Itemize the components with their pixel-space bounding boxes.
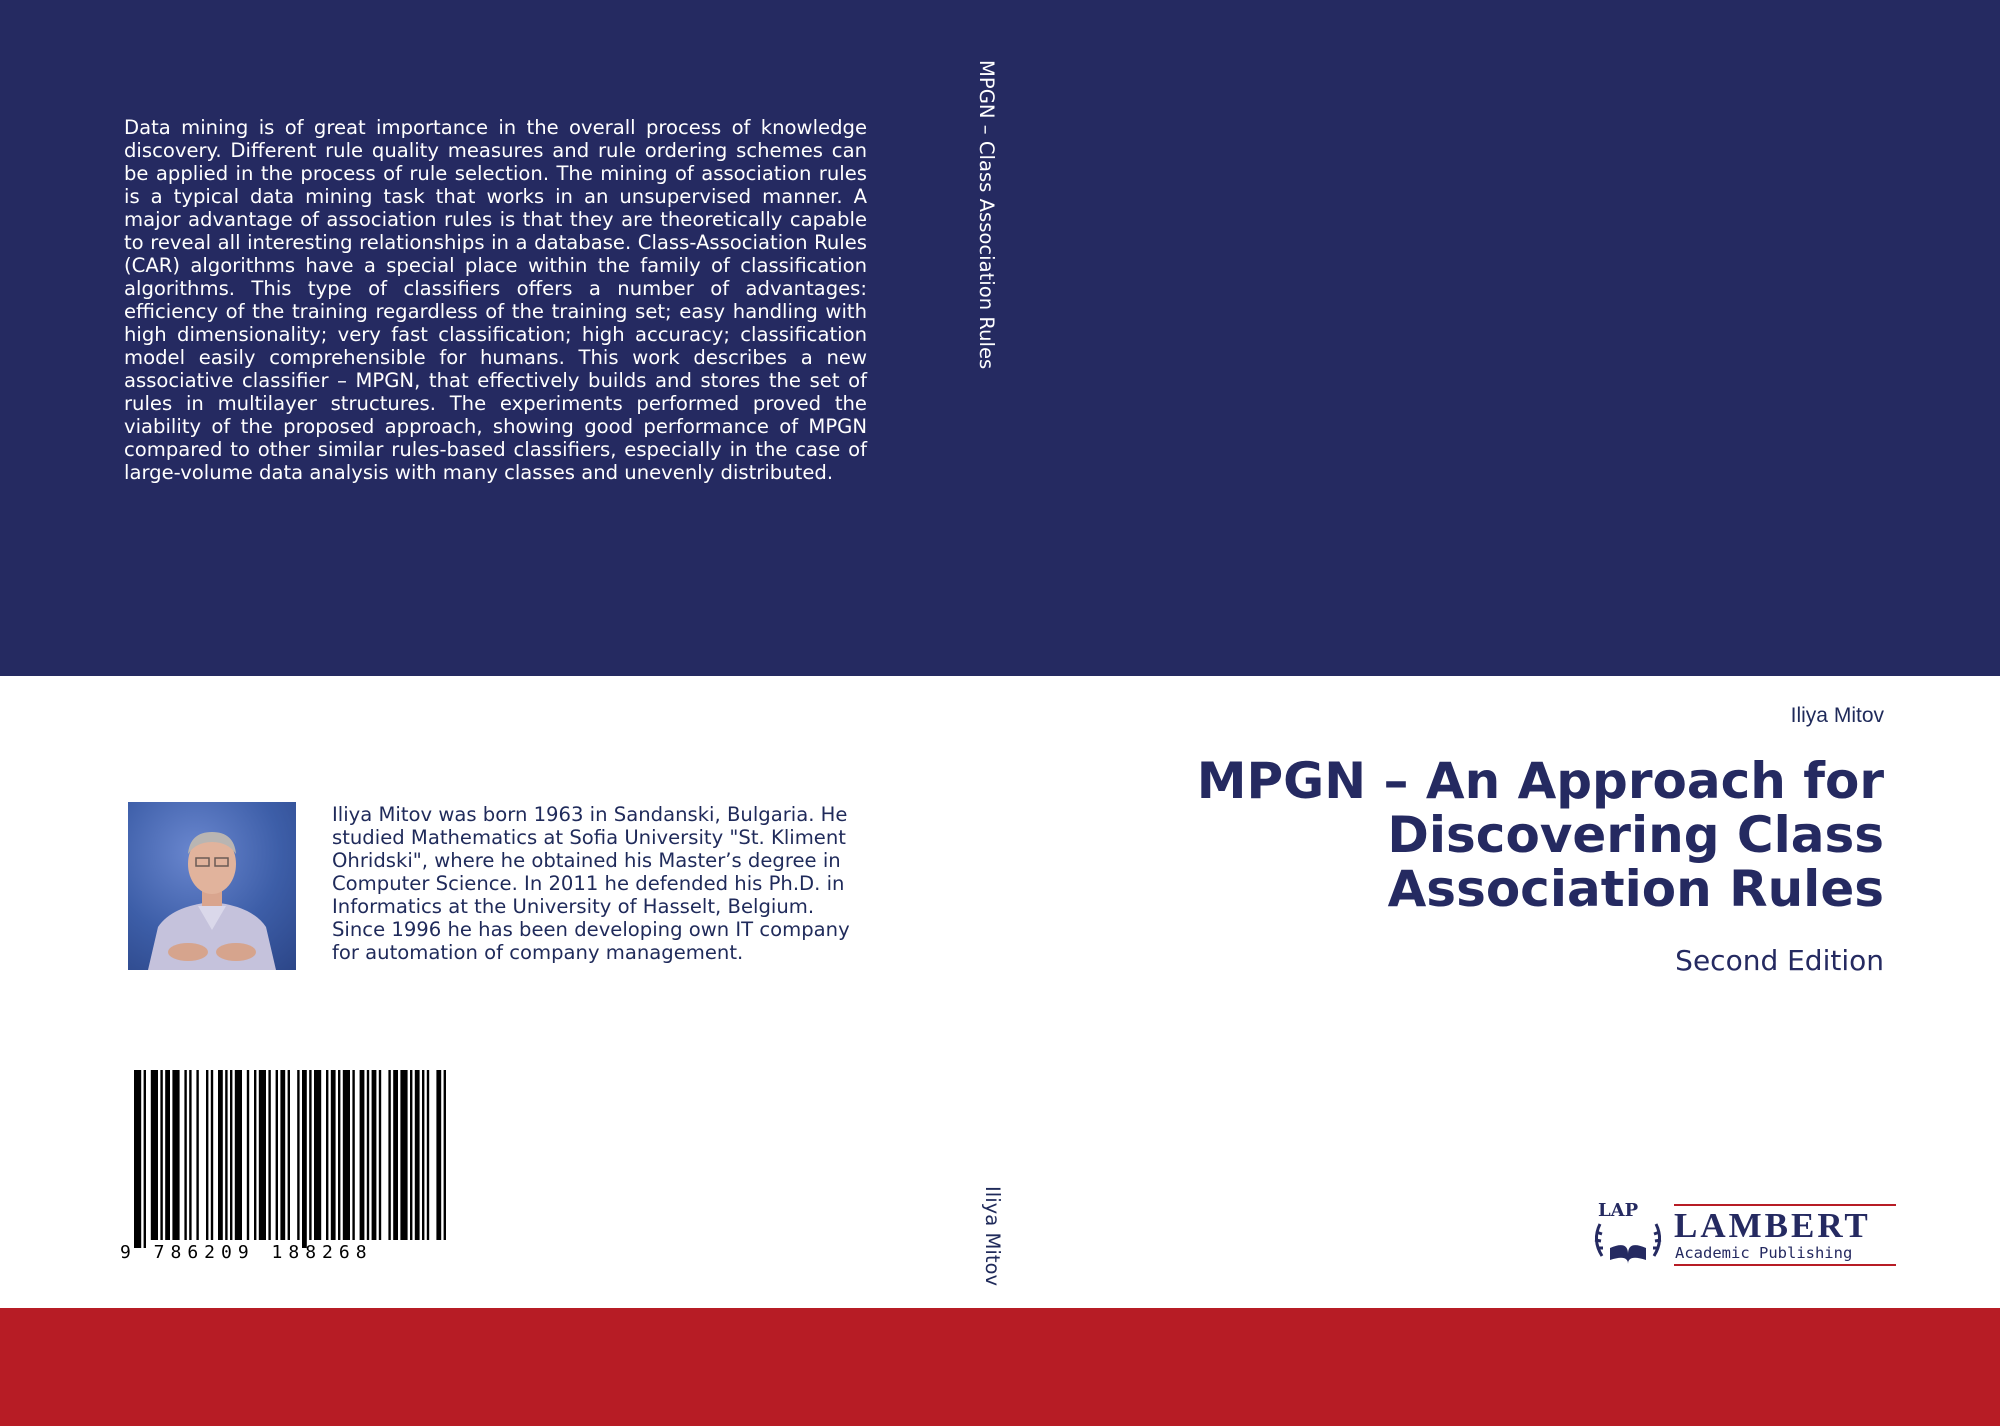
barcode-bar [254,1070,256,1240]
barcode-bar [235,1070,242,1240]
publisher-subtitle: Academic Publishing [1675,1244,1853,1262]
barcode-bar [360,1070,365,1240]
publisher-logo [1586,1198,1896,1270]
barcode-bar [172,1070,179,1240]
book-title: MPGN – An Approach for Discovering Class Association Rules [1196,752,1884,918]
spine-author: Iliya Mitov [981,1186,1004,1287]
barcode-bar [331,1070,336,1240]
barcode-bar [422,1070,424,1240]
barcode-bar [196,1070,198,1240]
author-bio: Iliya Mitov was born 1963 in Sandanski, Bulgaria. He studied Mathematics at Sofia University "St. Kliment Ohridski", where he obtained his Master’s degree in Computer Science. In 2011 he defended his Ph.D. in Informatics at the University of Hasselt, Belgium. Since 1996 he has been developing own IT company for automation of company management. [332,803,850,964]
spine-title: MPGN – Class Association Rules [975,60,998,370]
barcode-bar [415,1070,420,1240]
barcode-bar [388,1070,390,1240]
barcode-bar [134,1070,141,1248]
barcode-bar [367,1070,369,1240]
barcode-bar [165,1070,170,1240]
publisher-name: LAMBERT [1674,1206,1871,1245]
back-cover-blurb: Data mining is of great importance in the overall process of knowledge discovery. Different rule quality measures and rule ordering schemes can be applied in the process of rule selection. The mining of association rules is a typical data mining task that works in an unsupervised manner. A major advantage of association rules is that they are theoretically capable to reveal all interesting relationships in a database. Class-Association Rules (CAR) algorithms have a special place within the family of classification algorithms. This type of classifiers offers a number of advantages: efficiency of the training regardless of the training set; easy handling with high dimensionality; very fast classification; high accuracy; classification model easily comprehensible for humans. This work describes a new associative classifier – MPGN, that effectively builds and stores the set of rules in multilayer structures. The experiments performed proved the viability of the proposed approach, showing good performance of MPGN compared to other similar rules-based classifiers, especially in the case of large-volume data analysis with many classes and unevenly distributed. [124,116,867,484]
author-photo [128,802,296,970]
barcode-bar [343,1070,350,1240]
barcode-bar [280,1070,285,1240]
barcode-bar [302,1070,307,1248]
barcode-bar [230,1070,232,1240]
barcode-bar [326,1070,328,1240]
barcode-bar [247,1070,249,1240]
barcode-bar [189,1070,191,1240]
isbn-digits: 9 786209 188268 [120,1242,373,1263]
barcode-bar [218,1070,223,1240]
isbn-barcode [120,1068,460,1268]
edition-label: Second Edition [1675,944,1884,977]
barcode-bar [400,1070,407,1240]
barcode-bar [436,1070,441,1240]
barcode-bar [276,1070,278,1240]
barcode-bar [338,1070,340,1240]
barcode-bar [268,1070,270,1240]
barcode-bar [379,1070,381,1240]
barcode-bar [372,1070,377,1240]
barcode-bar [151,1070,158,1240]
barcode-bar [225,1070,227,1240]
barcode-bar [184,1070,186,1240]
barcode-bar [444,1070,446,1240]
bottom-red-band [0,1308,2000,1426]
publisher-badge: LAP [1598,1200,1639,1221]
barcode-bar [309,1070,311,1240]
barcode-bar [160,1070,162,1240]
barcode-bar [206,1070,208,1240]
barcode-bar [211,1070,213,1240]
barcode-bar [314,1070,321,1240]
barcode-bar [393,1070,398,1240]
barcode-bar [288,1070,290,1240]
barcode-bar [259,1070,266,1240]
logo-rule-bottom [1674,1264,1896,1266]
barcode-bar [352,1070,354,1240]
barcode-bar [410,1070,412,1240]
barcode-bar [297,1070,299,1240]
barcode-bar [427,1070,429,1240]
barcode-bar [144,1070,146,1248]
front-author-name: Iliya Mitov [1790,704,1884,727]
